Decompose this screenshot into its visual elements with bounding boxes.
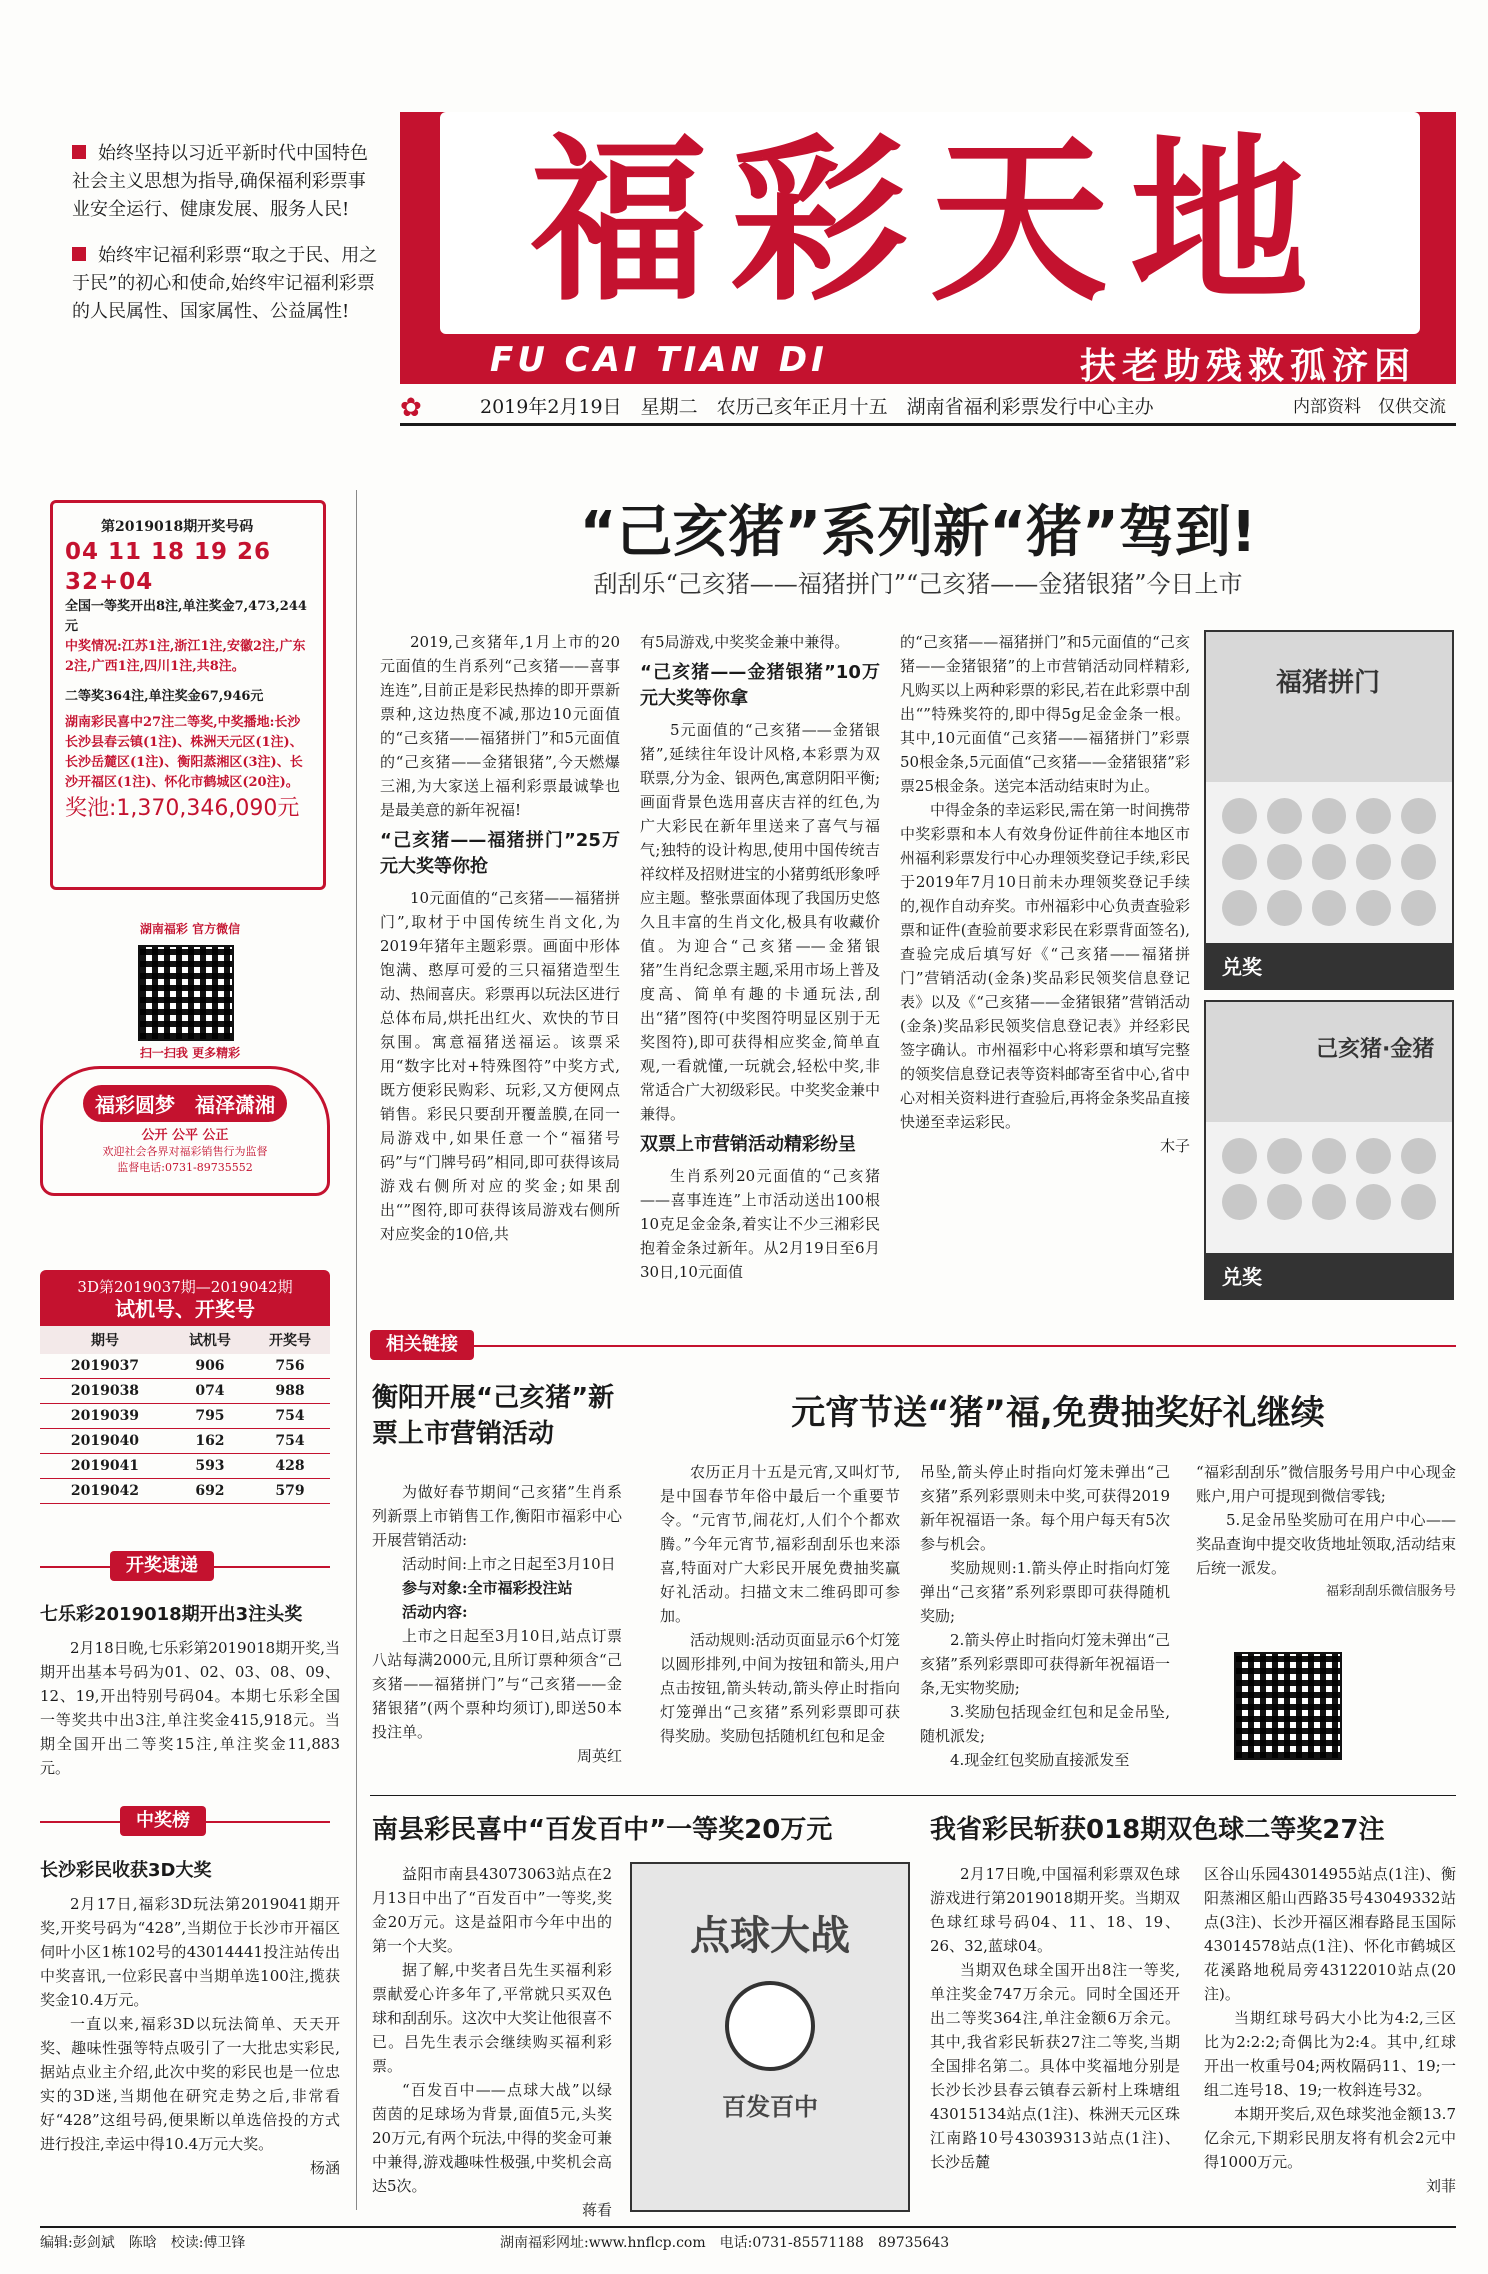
section-tag-related: 相关链接 [370, 1330, 474, 1360]
banner-main: 福彩圆梦 福泽潇湘 [83, 1085, 287, 1122]
welfare-lottery-logo-icon: ✿ [400, 393, 422, 423]
shuangseqiu-paragraph: 区谷山乐园43014955站点(1注)、衡阳蒸湘区船山西路35号43049332站点(3注)、长沙开福区湘春路昆玉国际43014578站点(1注)、怀化市鹤城区花溪路地税局旁43122010站点(20注)。 [1204, 1865, 1456, 2003]
dateline-note: 内部资料 仅供交流 [1293, 397, 1446, 417]
main-column-2 [640, 630, 880, 1284]
hengyang-paragraph: 为做好春节期间“己亥猪”生肖系列新票上市销售工作,衡阳市福彩中心开展营销活动: [372, 1483, 622, 1549]
table-cell: 2019040 [40, 1429, 170, 1454]
main-headline: “己亥猪”系列新“猪”驾到! [579, 500, 1257, 565]
section-divider [370, 1345, 1456, 1347]
scratch-cell [1222, 844, 1257, 880]
ticket-title: 点球大战 [690, 1913, 850, 1959]
scratch-cell [1356, 1184, 1391, 1220]
scratch-cell [1401, 798, 1436, 834]
main-subhead: 刮刮乐“己亥猪——福猪拼门”“己亥猪——金猪银猪”今日上市 [593, 570, 1243, 598]
hengyang-paragraph: 参与对象:全市福彩投注站 [402, 1579, 573, 1597]
table-row [40, 1479, 330, 1504]
main-paragraph: 的“己亥猪——福猪拼门”和5元面值的“己亥猪——金猪银猪”的上市营销活动同样精彩,凡购买以上两种彩票的彩民,若在此彩票中刮出“”特殊奖符的,即中得5g足金金条一根。其中,10元面值“己亥猪——福猪拼门”彩票50根金条,5元面值“己亥猪——金猪银猪”彩票25根金条。送完本活动结束时为止。 [900, 633, 1190, 795]
lottery-pool: 奖池:1,370,346,090元 [65, 796, 300, 821]
scratch-cell [1312, 1184, 1347, 1220]
main-paragraph: 5元面值的“己亥猪——金猪银猪”,延续往年设计风格,本彩票为双联票,分为金、银两色,寓意阴阳平衡;画面背景色选用喜庆吉祥的红色,为广大彩民在新年里送来了喜气与福气;独特的设计构思,使用中国传统吉祥纹样及招财进宝的小猪剪纸形象呼应主题。整张票面体现了我国历史悠久且丰富的生肖文化,极具有收藏价值。为迎合“己亥猪——金猪银猪”生肖纪念票主题,采用市场上普及度高、简单有趣的卡通玩法,刮出“猪”图符(中奖图符明显区别于无奖图符),即可获得相应奖金,简单直观,一看就懂,一玩就会,轻松中奖,非常适合广大初级彩民。中奖奖金兼中兼得。 [640, 721, 881, 1123]
scratch-cell [1267, 1184, 1302, 1220]
hengyang-paragraph: 活动内容: [402, 1603, 468, 1621]
results-table [40, 1326, 330, 1504]
table-cell: 162 [170, 1429, 250, 1454]
table-cell: 428 [250, 1454, 330, 1479]
masthead-slogan: 扶老助残救孤济困 [1079, 346, 1416, 384]
scratch-cell [1401, 844, 1436, 880]
table-cell: 2019038 [40, 1379, 170, 1404]
yuanxiao-paragraph: “福彩刮刮乐”微信服务号用户中心现金账户,用户可提现到微信零钱; [1196, 1463, 1456, 1505]
main-subheading: “己亥猪——金猪银猪”10万元大奖等你拿 [640, 662, 880, 709]
yuanxiao-paragraph: 农历正月十五是元宵,又叫灯节,是中国春节年俗中最后一个重要节令。“元宵节,闹花灯,人们个个都欢腾。”今年元宵节,福彩刮刮乐也来添喜,特面对广大彩民开展免费抽奖赢好礼活动。扫描文末二维码即可参加。 [660, 1463, 900, 1625]
column-header: 开奖号 [250, 1326, 330, 1354]
main-author: 木子 [1159, 1137, 1190, 1155]
lottery-line: 湖南彩民喜中27注二等奖,中奖播地:长沙长沙县春云镇(1注)、株洲天元区(1注)、长沙岳麓区(1注)、衡阳蒸湘区(3注)、长沙开福区(1注)、怀化市鹤城区(20注)。 [65, 715, 303, 790]
scratch-cell [1267, 798, 1302, 834]
ticket-art [1206, 1002, 1452, 1122]
scratch-cell [1222, 890, 1257, 926]
scratch-cell [1356, 1138, 1391, 1174]
scratch-cell [1222, 1138, 1257, 1174]
bullet-square-icon [72, 145, 86, 159]
ticket-image-fuzhu [1204, 630, 1454, 990]
lottery-line: 二等奖364注,单注奖金67,946元 [65, 689, 264, 704]
table-cell: 074 [170, 1379, 250, 1404]
ticket-image-jinzhu [1204, 1000, 1454, 1300]
zhongjiang-paragraph: 2月17日,福彩3D玩法第2019041期开奖,开奖号码为“428”,当期位于长沙市开福区伺叶小区1栋102号的43014441投注站传出中奖喜讯,一位彩民喜中当期单选100注,揽获奖金10.4万元。 [40, 1895, 340, 2009]
table-row [40, 1379, 330, 1404]
nanxian-author: 蒋看 [581, 2201, 612, 2219]
lottery-numbers: 04 11 18 19 26 32+04 [65, 539, 272, 595]
section-tag-zhongjiang: 中奖榜 [120, 1806, 206, 1836]
yuanxiao-paragraph: 5.足金吊坠奖励可在用户中心——奖品查询中提交收货地址领取,活动结束后统一派发。 [1196, 1511, 1456, 1577]
shuangseqiu-author: 刘菲 [1425, 2177, 1456, 2195]
yuanxiao-column-2 [920, 1460, 1170, 1772]
table-cell: 756 [250, 1354, 330, 1379]
scratch-cell [1401, 1184, 1436, 1220]
scratch-cell [1356, 890, 1391, 926]
shuangseqiu-paragraph: 2月17日晚,中国福利彩票双色球游戏进行第2019018期开奖。当期双色球红球号码04、11、18、19、26、32,蓝球04。 [930, 1865, 1180, 1955]
yuanxiao-paragraph: 2.箭头停止时指向灯笼未弹出“己亥猪”系列彩票即可获得新年祝福语一条,无实物奖励; [920, 1631, 1170, 1697]
zhongjiang-title: 长沙彩民收获3D大奖 [40, 1860, 212, 1881]
main-column-3 [900, 630, 1190, 1158]
table-cell: 754 [250, 1404, 330, 1429]
scratch-cell [1312, 844, 1347, 880]
ticket-art [1206, 632, 1452, 782]
ticket-scratch-grid [1206, 1122, 1452, 1236]
table-header-row [40, 1326, 330, 1354]
zhongjiang-paragraph: 一直以来,福彩3D以玩法简单、天天开奖、趣味性强等特点吸引了一大批忠实彩民,据站点业主介绍,此次中奖的彩民也是一位忠实的3D迷,当期他在研究走势之后,非常看好“428”这组号码,便果断以单选倍投的方式进行投注,幸运中得10.4万元大奖。 [40, 2015, 340, 2153]
ticket-subtitle: 百发百中 [722, 2093, 818, 2121]
banner-principles: 公开 公平 公正 [141, 1128, 229, 1143]
ticket-image-dianqiu [630, 1862, 910, 2212]
table-cell: 2019037 [40, 1354, 170, 1379]
table-cell: 795 [170, 1404, 250, 1429]
lottery-line: 中奖情况:江苏1注,浙江1注,安徽2注,广东2注,广西1注,四川1注,共8注。 [65, 639, 306, 674]
scratch-cell [1401, 890, 1436, 926]
shuangseqiu-column-2 [1204, 1862, 1456, 2198]
column-divider [356, 490, 357, 2210]
table-header [40, 1270, 330, 1326]
shuangseqiu-title: 我省彩民斩获018期双色球二等奖27注 [930, 1815, 1385, 1845]
slogan-banner [40, 1066, 330, 1196]
kaijiang-body: 2月18日晚,七乐彩第2019018期开奖,当期开出基本号码为01、02、03、08、09、12、19,开出特别号码04。本期七乐彩全国一等奖共中出3注,单注奖金415,918元。当期全国开出二等奖15注,单注奖金11,883元。 [40, 1639, 340, 1777]
horizontal-rule [370, 1795, 1456, 1796]
column-header: 期号 [40, 1326, 170, 1354]
dateline-text: 2019年2月19日 星期二 农历己亥年正月十五 湖南省福利彩票发行中心主办 [480, 396, 1154, 418]
yuanxiao-paragraph: 3.奖励包括现金红包和足金吊坠,随机派发; [920, 1703, 1170, 1745]
scratch-cell [1312, 1138, 1347, 1174]
kaijiang-title: 七乐彩2019018期开出3注头奖 [40, 1604, 303, 1625]
table-title: 3D第2019037期—2019042期 [77, 1278, 293, 1296]
scratch-cell [1401, 1138, 1436, 1174]
3d-results-table [40, 1270, 330, 1504]
masthead [400, 112, 1456, 384]
scratch-cell [1222, 1184, 1257, 1220]
table-cell: 579 [250, 1479, 330, 1504]
masthead-title: 福彩天地 [440, 112, 1420, 334]
nanxian-title: 南县彩民喜中“百发百中”一等奖20万元 [372, 1815, 833, 1845]
table-cell: 988 [250, 1379, 330, 1404]
section-tag-kaijiang: 开奖速递 [110, 1551, 214, 1581]
table-row [40, 1354, 330, 1379]
main-paragraph: 2019,己亥猪年,1月上市的20元面值的生肖系列“己亥猪——喜事连连”,目前正是彩民热捧的即开票新票种,这边热度不减,那边10元面值的“己亥猪——福猪拼门”和5元面值的“己亥猪——金猪银猪”,今天燃爆三湘,为大家送上福利彩票最诚挚也是最美意的新年祝福! [380, 633, 620, 819]
table-row [40, 1404, 330, 1429]
banner-small-text [43, 1128, 327, 1176]
shuangseqiu-paragraph: 当期双色球全国开出8注一等奖,单注奖金747万余元。同时全国还开出二等奖364注,单注金额6万余元。其中,我省彩民斩获27注二等奖,当期全国排名第二。具体中奖福地分别是长沙长沙县春云镇春云新村上珠塘组43015134站点(1注)、株洲天元区珠江南路10号43039313站点(1注)、长沙岳麓 [930, 1961, 1180, 2171]
intro-paragraph: 始终牢记福利彩票“取之于民、用之于民”的初心和使命,始终牢记福利彩票的人民属性、国家属性、公益属性! [72, 245, 378, 322]
yuanxiao-column-3 [1196, 1460, 1456, 1604]
banner-tel: 监督电话:0731-89735552 [117, 1161, 253, 1174]
table-cell: 692 [170, 1479, 250, 1504]
main-paragraph: 生肖系列20元面值的“己亥猪——喜事连连”上市活动送出100根10克足金金条,着实让不少三湘彩民抱着金条过新年。从2月19日至6月30日,10元面值 [640, 1167, 880, 1281]
table-cell: 754 [250, 1429, 330, 1454]
qr-title: 湖南福彩 官方微信 [139, 922, 241, 936]
main-subheading: “己亥猪——福猪拼门”25万元大奖等你抢 [380, 830, 620, 877]
masthead-pinyin: FU CAI TIAN DI [490, 340, 828, 380]
column-header: 试机号 [170, 1326, 250, 1354]
yuanxiao-author: 福彩刮刮乐微信服务号 [1325, 1584, 1456, 1599]
ticket-footer: 兑奖 [1206, 1253, 1452, 1298]
scratch-wechat-qr-code[interactable] [1234, 1652, 1342, 1760]
lottery-line: 全国一等奖开出8注,单注奖金7,473,244元 [65, 599, 307, 634]
footer-editors: 编辑:彭剑斌 陈晗 校读:傅卫锋 [40, 2235, 246, 2251]
hengyang-title: 衡阳开展“己亥猪”新票上市营销活动 [372, 1383, 615, 1449]
lottery-issue: 第2019018期开奖号码 [101, 519, 254, 535]
yuanxiao-title: 元宵节送“猪”福,免费抽奖好礼继续 [791, 1393, 1325, 1433]
scratch-cell [1267, 1138, 1302, 1174]
scratch-cell [1222, 798, 1257, 834]
shuangseqiu-column-1 [930, 1862, 1180, 2174]
scratch-cell [1312, 890, 1347, 926]
table-cell: 2019042 [40, 1479, 170, 1504]
main-column-1 [380, 630, 620, 1246]
table-cell: 2019039 [40, 1404, 170, 1429]
table-subtitle: 试机号、开奖号 [115, 1297, 255, 1321]
nanxian-paragraph: “百发百中——点球大战”以绿茵茵的足球场为背景,面值5元,头奖20万元,有两个玩法,中得的奖金可兼中兼得,游戏趣味性极强,中奖机会高达5次。 [372, 2081, 612, 2195]
intro-paragraph: 始终坚持以习近平新时代中国特色社会主义思想为指导,确保福利彩票事业安全运行、健康发展、服务人民! [72, 143, 368, 220]
main-paragraph: 10元面值的“己亥猪——福猪拼门”,取材于中国传统生肖文化,为2019年猪年主题彩票。画面中形体饱满、憨厚可爱的三只福猪造型生动、热闹喜庆。彩票再以玩法区进行总体布局,烘托出红火、欢快的节日氛围。寓意福猪送福运。该票采用“数字比对+特殊图符”中奖方式,既方便彩民购彩、玩彩,又方便网点销售。彩民只要刮开覆盖膜,在同一局游戏中,如果任意一个“福猪号码”与“门牌号码”相同,即可获得该局游戏右侧所对应的奖金;如果刮出“”图符,即可获得该局游戏右侧所对应奖金的10倍,共 [380, 889, 621, 1243]
lottery-result-box [50, 500, 326, 890]
nanxian-paragraph: 益阳市南县43073063站点在2月13日中出了“百发百中”一等奖,奖金20万元。这是益阳市今年中出的第一个大奖。 [372, 1865, 612, 1955]
nanxian-paragraph: 据了解,中奖者吕先生买福利彩票献爱心许多年了,平常就只买双色球和刮刮乐。这次中大奖让他很喜不已。吕先生表示会继续购买福利彩票。 [372, 1961, 613, 2075]
yuanxiao-paragraph: 4.现金红包奖励直接派发至 [950, 1751, 1130, 1769]
shuangseqiu-paragraph: 当期红球号码大小比为4:2,三区比为2:2:2;奇偶比为2:4。其中,红球开出一枚重号04;两枚隔码11、19;一组二连号18、19;一枚斜连号32。 [1204, 2009, 1456, 2099]
hengyang-paragraph: 活动时间:上市之日起至3月10日 [402, 1555, 616, 1573]
yuanxiao-paragraph: 活动规则:活动页面显示6个灯笼以圆形排列,中间为按钮和箭头,用户点击按钮,箭头转动,箭头停止时指向灯笼弹出“己亥猪”系列彩票即可获得奖励。奖励包括随机红包和足金 [660, 1631, 900, 1745]
intro-text [72, 140, 382, 326]
table-row [40, 1454, 330, 1479]
table-row [40, 1429, 330, 1454]
table-cell: 2019041 [40, 1454, 170, 1479]
main-subheading: 双票上市营销活动精彩纷呈 [640, 1134, 856, 1155]
hengyang-paragraph: 上市之日起至3月10日,站点订票八站每满2000元,且所订票种须含“己亥猪——福猪拼门”与“己亥猪——金猪银猪”(两个票种均须订),即送50本投注单。 [372, 1627, 622, 1741]
scratch-cell [1356, 798, 1391, 834]
ticket-title: 福猪拼门 [1276, 668, 1381, 698]
nanxian-column-1 [372, 1862, 612, 2222]
hengyang-author: 周英红 [576, 1747, 622, 1765]
scratch-cell [1267, 890, 1302, 926]
ticket-scratch-grid [1206, 782, 1452, 942]
wechat-qr-code[interactable] [138, 945, 234, 1041]
bullet-square-icon [72, 247, 86, 261]
shuangseqiu-paragraph: 本期开奖后,双色球奖池金额13.7亿余元,下期彩民朋友将有机会2元中得1000万元。 [1204, 2105, 1456, 2171]
page-footer [40, 2226, 1456, 2258]
hengyang-body [372, 1480, 622, 1768]
table-cell: 906 [170, 1354, 250, 1379]
table-cell: 593 [170, 1454, 250, 1479]
zhongjiang-body [40, 1892, 340, 2180]
main-paragraph: 有5局游戏,中奖奖金兼中兼得。 [640, 633, 850, 651]
zhongjiang-author: 杨涵 [309, 2159, 340, 2177]
main-paragraph: 中得金条的幸运彩民,需在第一时间携带中奖彩票和本人有效身份证件前往本地区市州福利彩票发行中心办理领奖登记手续,彩民于2019年7月10日前未办理领奖登记手续的,视作自动弃奖。市州福彩中心负责查验彩票和证件(查验前要求彩民在彩票背面签名),查验完成后填写好《“己亥猪——福猪拼门”营销活动(金条)奖品彩民领奖信息登记表》以及《“己亥猪——金猪银猪”营销活动(金条)奖品彩民领奖信息登记表》并经彩民签字确认。市州福彩中心将彩票和填写完整的领奖信息登记表等资料邮寄至省中心,省中心对相关资料进行查验后,再将金条奖品直接快递至幸运彩民。 [900, 801, 1190, 1131]
ticket-footer: 兑奖 [1206, 943, 1452, 988]
ticket-title: 己亥猪·金猪 [1316, 1037, 1435, 1062]
qr-caption: 扫一扫我 更多精彩 [139, 1046, 241, 1060]
banner-supervision: 欢迎社会各界对福彩销售行为监督 [102, 1145, 268, 1158]
scratch-cell [1267, 844, 1302, 880]
soccer-ball-icon [725, 1981, 815, 2071]
dateline [400, 392, 1456, 426]
scratch-cell [1312, 798, 1347, 834]
yuanxiao-paragraph: 奖励规则:1.箭头停止时指向灯笼弹出“己亥猪”系列彩票即可获得随机奖励; [920, 1559, 1170, 1625]
yuanxiao-column-1 [660, 1460, 900, 1748]
footer-site: 湖南福彩网址:www.hnflcp.com 电话:0731-85571188 89735643 [500, 2235, 950, 2251]
yuanxiao-paragraph: 吊坠,箭头停止时指向灯笼未弹出“己亥猪”系列彩票则未中奖,可获得2019新年祝福语一条。每个用户每天有5次参与机会。 [920, 1463, 1170, 1553]
scratch-cell [1356, 844, 1391, 880]
